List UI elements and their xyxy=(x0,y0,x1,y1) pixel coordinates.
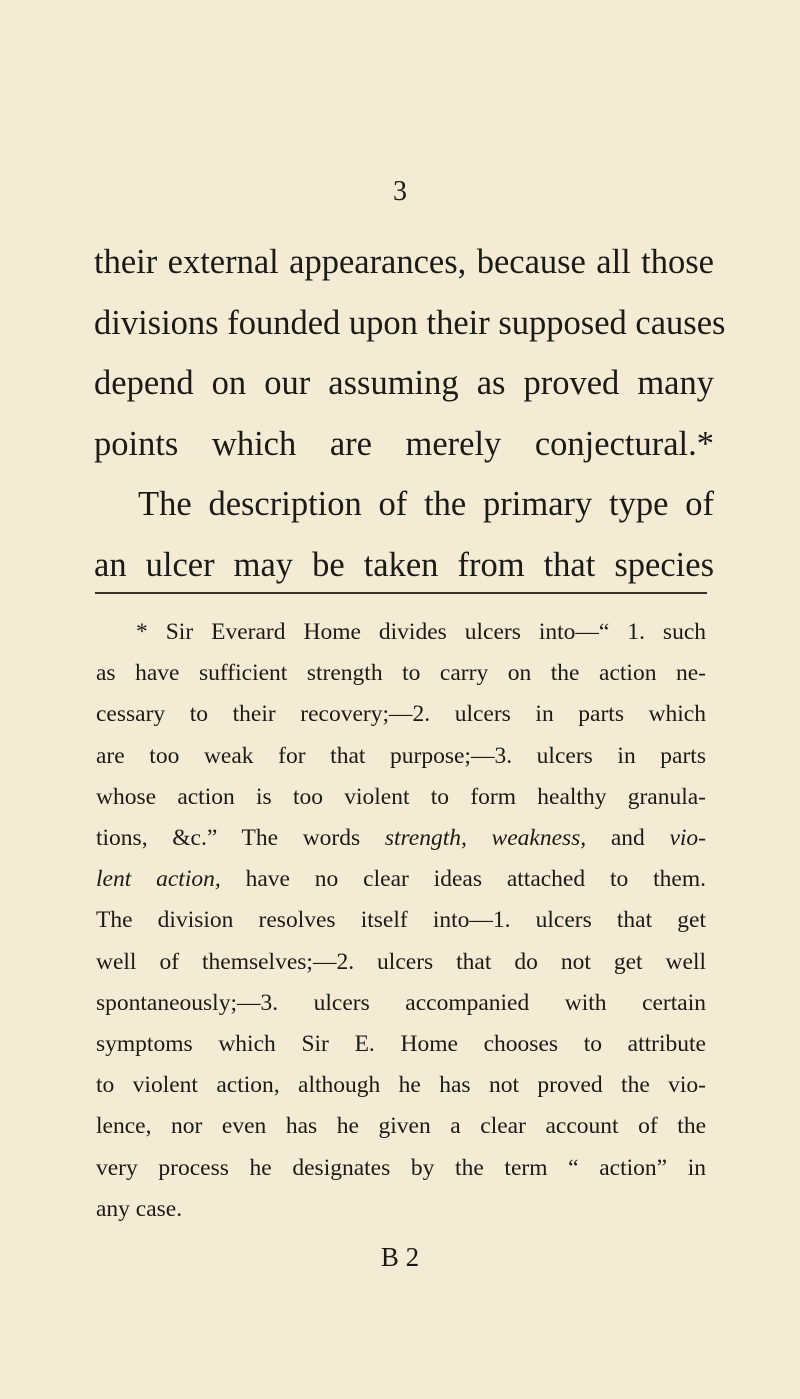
body-line: an ulcer may be taken from that species xyxy=(94,545,714,584)
footnote-line: cessary to their recovery;—2. ulcers in parts which xyxy=(96,701,706,728)
footnote-text xyxy=(467,825,492,851)
footnote-line: * Sir Everard Home divides ulcers into—“ 1. such xyxy=(136,619,706,645)
footnote-text: tions, &c.” The words xyxy=(96,825,385,852)
italic-term-weakness: weakness, xyxy=(491,825,587,852)
italic-term-violent: vio- xyxy=(669,825,706,852)
body-line: depend on our assuming as proved many xyxy=(94,364,714,402)
footnote-line: any case. xyxy=(96,1195,183,1222)
footnote-text: have no clear ideas attached to them. xyxy=(220,866,706,893)
body-line: their external appearances, because all those xyxy=(94,243,714,281)
footnote xyxy=(96,612,706,1230)
footnote-text: and xyxy=(586,825,670,852)
footnote-line: well of themselves;—2. ulcers that do not get well xyxy=(96,948,706,975)
footnote-divider xyxy=(95,592,707,594)
italic-term-strength: strength, xyxy=(384,825,467,852)
body-line: The description of the primary type of xyxy=(138,485,714,523)
body-line: points which are merely conjectural.* xyxy=(94,424,714,463)
footnote-line: symptoms which Sir E. Home chooses to attribute xyxy=(96,1031,706,1058)
body-text xyxy=(94,232,726,595)
body-line: divisions founded upon their supposed causes xyxy=(94,303,726,342)
footnote-line: very process he designates by the term “ action” in xyxy=(96,1154,706,1181)
page-number: 3 xyxy=(393,176,407,207)
footnote-line: whose action is too violent to form healthy granula- xyxy=(96,783,706,810)
footnote-line: lence, nor even has he given a clear account of the xyxy=(96,1113,706,1140)
italic-term-action: lent action, xyxy=(96,866,221,893)
footnote-line: are too weak for that purpose;—3. ulcers in parts xyxy=(96,742,706,769)
footnote-line: as have sufficient strength to carry on the action ne- xyxy=(96,660,706,687)
footnote-line: The division resolves itself into—1. ulcers that get xyxy=(96,907,706,934)
footnote-line: spontaneously;—3. ulcers accompanied with certain xyxy=(96,989,706,1016)
footnote-line xyxy=(96,818,706,859)
footnote-line: to violent action, although he has not proved the vio- xyxy=(96,1072,706,1099)
signature-mark: B 2 xyxy=(380,1242,420,1272)
footnote-line xyxy=(96,859,706,900)
